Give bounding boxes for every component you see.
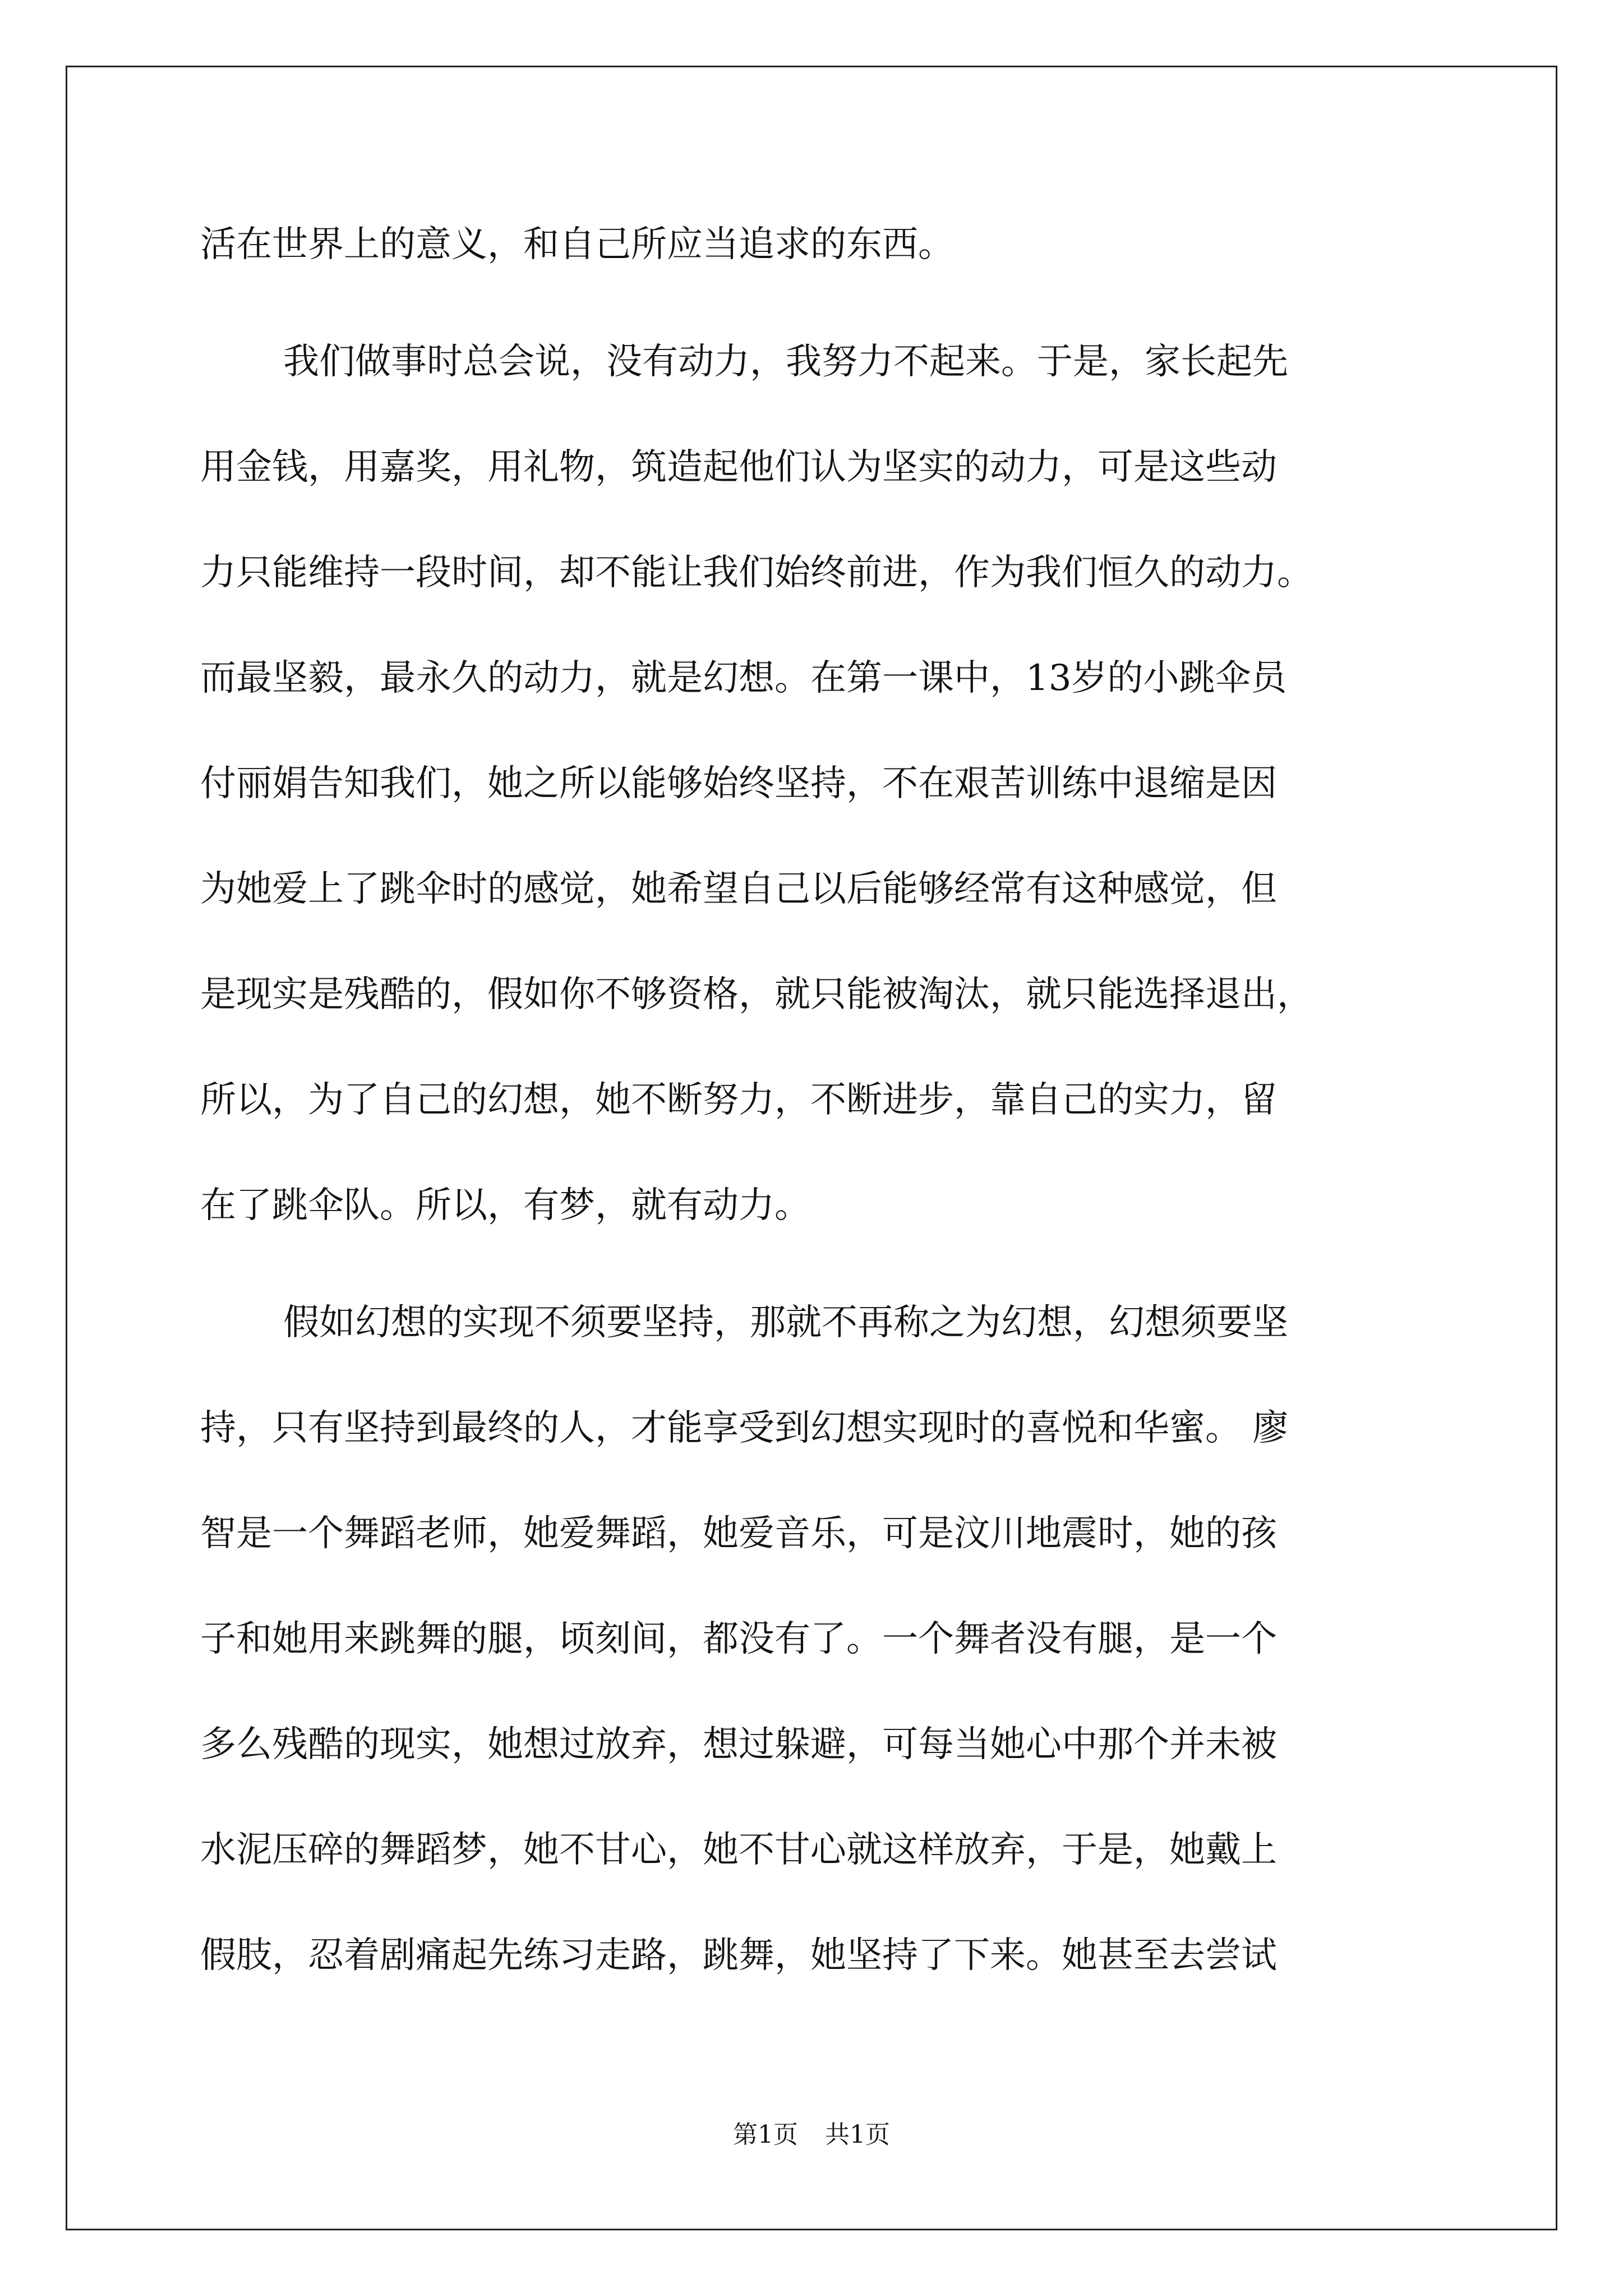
text-line: 子和她用来跳舞的腿，顷刻间，都没有了。一个舞者没有腿，是一个 bbox=[200, 1618, 1277, 1660]
text-line: 假肢，忍着剧痛起先练习走路，跳舞，她坚持了下来。她甚至去尝试 bbox=[200, 1935, 1277, 1976]
page-border bbox=[66, 66, 1557, 2230]
paragraph-start-line: 我们做事时总会说，没有动力，我努力不起来。于是，家长起先 bbox=[283, 341, 1288, 383]
paragraph-start-line: 假如幻想的实现不须要坚持，那就不再称之为幻想，幻想须要坚 bbox=[283, 1302, 1288, 1343]
text-line: 付丽娟告知我们，她之所以能够始终坚持，不在艰苦训练中退缩是因 bbox=[200, 763, 1277, 804]
page-footer bbox=[0, 2119, 1623, 2151]
text-line: 水泥压碎的舞蹈梦，她不甘心，她不甘心就这样放弃，于是，她戴上 bbox=[200, 1829, 1277, 1871]
text-line: 智是一个舞蹈老师，她爱舞蹈，她爱音乐，可是汶川地震时，她的孩 bbox=[200, 1513, 1277, 1554]
page-total: 共1页 bbox=[825, 2120, 890, 2149]
text-line: 用金钱，用嘉奖，用礼物，筑造起他们认为坚实的动力，可是这些动 bbox=[200, 447, 1277, 488]
text-line: 所以，为了自己的幻想，她不断努力，不断进步，靠自己的实力，留 bbox=[200, 1079, 1277, 1121]
text-line: 力只能维持一段时间，却不能让我们始终前进，作为我们恒久的动力。 bbox=[200, 552, 1313, 593]
text-line: 而最坚毅，最永久的动力，就是幻想。在第一课中，13岁的小跳伞员 bbox=[200, 657, 1287, 699]
page-number: 第1页 bbox=[733, 2120, 798, 2149]
text-line: 多么残酷的现实，她想过放弃，想过躲避，可每当她心中那个并未被 bbox=[200, 1724, 1277, 1765]
text-line: 持，只有坚持到最终的人，才能享受到幻想实现时的喜悦和华蜜。 廖 bbox=[200, 1407, 1289, 1449]
text-line: 为她爱上了跳伞时的感觉，她希望自己以后能够经常有这种感觉，但 bbox=[200, 868, 1277, 910]
text-line: 活在世界上的意义，和自己所应当追求的东西。 bbox=[200, 224, 954, 265]
text-line: 是现实是残酷的，假如你不够资格，就只能被淘汰，就只能选择退出， bbox=[200, 974, 1313, 1015]
text-line: 在了跳伞队。所以，有梦，就有动力。 bbox=[200, 1185, 810, 1226]
